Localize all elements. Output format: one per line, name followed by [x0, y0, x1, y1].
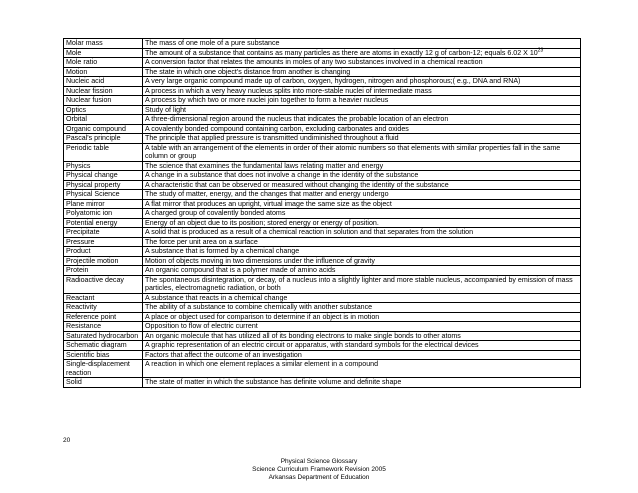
definition-text: A table with an arrangement of the elements in order of their atomic numbers so that elements with similar properties fall in the same column or group	[145, 143, 561, 160]
definition-cell	[143, 350, 581, 360]
glossary-body	[64, 39, 581, 388]
table-row	[64, 124, 581, 134]
term-cell: Projectile motion	[64, 256, 143, 266]
table-row	[64, 115, 581, 125]
term-cell: Reactivity	[64, 303, 143, 313]
term-cell: Plane mirror	[64, 199, 143, 209]
table-row	[64, 293, 581, 303]
definition-cell	[143, 266, 581, 276]
term-cell: Nuclear fission	[64, 86, 143, 96]
definition-cell	[143, 275, 581, 293]
definition-text: The science that examines the fundamental laws relating matter and energy	[145, 161, 384, 170]
table-row	[64, 378, 581, 388]
term-cell: Motion	[64, 67, 143, 77]
term-cell: Mole	[64, 48, 143, 58]
definition-cell	[143, 115, 581, 125]
term-cell: Optics	[64, 105, 143, 115]
table-row	[64, 105, 581, 115]
definition-cell	[143, 161, 581, 171]
definition-text: A very large organic compound made up of carbon, oxygen, hydrogen, nitrogen and phosphorous;( e.g., DNA and RNA)	[145, 77, 521, 85]
table-row	[64, 199, 581, 209]
definition-cell	[143, 322, 581, 332]
definition-cell	[143, 96, 581, 106]
definition-text: A change in a substance that does not involve a change in the identity of the substance	[145, 171, 419, 179]
table-row	[64, 322, 581, 332]
table-row	[64, 350, 581, 360]
term-cell: Physical Science	[64, 190, 143, 200]
term-cell: Radioactive decay	[64, 275, 143, 293]
term-cell: Single-displacement reaction	[64, 360, 143, 378]
table-row	[64, 266, 581, 276]
table-row	[64, 86, 581, 96]
definition-cell	[143, 105, 581, 115]
definition-text: A charged group of covalently bonded atoms	[145, 209, 286, 217]
definition-text: A covalently bonded compound containing carbon, excluding carbonates and oxides	[145, 124, 409, 133]
footer-title: Physical Science Glossary	[280, 458, 358, 465]
definition-text: A substance that is formed by a chemical change	[145, 247, 300, 255]
definition-text: A characteristic that can be observed or measured without changing the identity of the substance	[145, 180, 449, 189]
table-row	[64, 247, 581, 257]
definition-text: A process by which two or more nuclei join together to form a heavier nucleus	[145, 96, 389, 104]
table-row	[64, 143, 581, 161]
table-row	[64, 331, 581, 341]
definition-cell	[143, 199, 581, 209]
table-row	[64, 39, 581, 49]
table-row	[64, 96, 581, 106]
table-row	[64, 190, 581, 200]
term-cell: Pascal's principle	[64, 134, 143, 144]
definition-text: A three-dimensional region around the nucleus that indicates the probable location of an electron	[145, 115, 449, 123]
definition-text: Study of light	[145, 105, 187, 114]
definition-cell	[143, 218, 581, 228]
footer-framework: Science Curriculum Framework Revision 2005	[252, 466, 386, 473]
definition-cell	[143, 48, 581, 58]
definition-text: A solid that is produced as a result of a chemical reaction in solution and that separates from the solution	[145, 228, 474, 236]
definition-cell	[143, 303, 581, 313]
definition-cell	[143, 341, 581, 351]
definition-text: The principle that applied pressure is transmitted undiminished throughout a fluid	[145, 134, 399, 142]
definition-text: The spontaneous disintegration, or decay, of a nucleus into a slightly lighter and more stable nucleus, accompanied by emission of mass particles, electromagnetic radiation, or both	[145, 275, 573, 292]
definition-cell	[143, 256, 581, 266]
definition-text: Energy of an object due to its position; stored energy or energy of position.	[145, 218, 379, 227]
definition-cell	[143, 39, 581, 49]
definition-text: Factors that affect the outcome of an investigation	[145, 350, 302, 359]
term-cell: Scientific bias	[64, 350, 143, 360]
definition-cell	[143, 143, 581, 161]
table-row	[64, 237, 581, 247]
definition-text: An organic molecule that has utilized all of its bonding electrons to make single bonds to other atoms	[145, 331, 461, 340]
definition-cell	[143, 86, 581, 96]
term-cell: Orbital	[64, 115, 143, 125]
term-cell: Reactant	[64, 293, 143, 303]
definition-text: A place or object used for comparison to determine if an object is in motion	[145, 312, 380, 321]
definition-cell	[143, 124, 581, 134]
term-cell: Solid	[64, 378, 143, 388]
definition-cell	[143, 237, 581, 247]
term-cell: Physical change	[64, 171, 143, 181]
table-row	[64, 134, 581, 144]
glossary-table	[63, 38, 581, 388]
footer-department: Arkansas Department of Education	[268, 474, 370, 481]
definition-cell	[143, 209, 581, 219]
table-row	[64, 67, 581, 77]
definition-cell	[143, 77, 581, 87]
definition-cell	[143, 360, 581, 378]
table-row	[64, 180, 581, 190]
definition-text: Opposition to flow of electric current	[145, 322, 258, 330]
definition-text: The state of matter in which the substance has definite volume and definite shape	[145, 378, 402, 386]
definition-text: A flat mirror that produces an upright, virtual image the same size as the object	[145, 199, 392, 208]
term-cell: Molar mass	[64, 39, 143, 49]
term-cell: Schematic diagram	[64, 341, 143, 351]
definition-text: The mass of one mole of a pure substance	[145, 39, 280, 47]
definition-cell	[143, 58, 581, 68]
term-cell: Periodic table	[64, 143, 143, 161]
exponent: 23	[537, 47, 544, 54]
definition-text: A graphic representation of an electric circuit or apparatus, with standard symbols for the electrical devices	[145, 341, 479, 349]
term-cell: Precipitate	[64, 228, 143, 238]
term-cell: Saturated hydrocarbon	[64, 331, 143, 341]
definition-text: The state in which one object's distance from another is changing	[145, 67, 351, 76]
term-cell: Resistance	[64, 322, 143, 332]
table-row	[64, 256, 581, 266]
definition-cell	[143, 378, 581, 388]
term-cell: Nuclear fusion	[64, 96, 143, 106]
table-row	[64, 171, 581, 181]
term-cell: Mole ratio	[64, 58, 143, 68]
table-row	[64, 209, 581, 219]
table-row	[64, 303, 581, 313]
definition-cell	[143, 228, 581, 238]
definition-cell	[143, 312, 581, 322]
definition-cell	[143, 67, 581, 77]
page-number: 20	[63, 437, 71, 444]
table-row	[64, 341, 581, 351]
table-row	[64, 48, 581, 58]
definition-cell	[143, 247, 581, 257]
definition-text: A conversion factor that relates the amounts in moles of any two substances involved in a chemical reaction	[145, 58, 483, 66]
definition-text: The study of matter, energy, and the changes that matter and energy undergo	[145, 190, 389, 198]
definition-text: A reaction in which one element replaces a similar element in a compound	[145, 360, 379, 368]
table-row	[64, 312, 581, 322]
term-cell: Physics	[64, 161, 143, 171]
term-cell: Pressure	[64, 237, 143, 247]
term-cell: Physical property	[64, 180, 143, 190]
table-row	[64, 360, 581, 378]
definition-text: The force per unit area on a surface	[145, 237, 258, 246]
term-cell: Product	[64, 247, 143, 257]
term-cell: Organic compound	[64, 124, 143, 134]
definition-cell	[143, 171, 581, 181]
table-row	[64, 161, 581, 171]
table-row	[64, 275, 581, 293]
definition-cell	[143, 190, 581, 200]
table-row	[64, 77, 581, 87]
definition-text: The amount of a substance that contains as many particles as there are atoms in exactly 12 g of carbon-12; equals 6.02 X 10	[145, 48, 538, 57]
table-row	[64, 228, 581, 238]
table-row	[64, 218, 581, 228]
term-cell: Protein	[64, 266, 143, 276]
term-cell: Polyatomic ion	[64, 209, 143, 219]
definition-cell	[143, 293, 581, 303]
definition-text: An organic compound that is a polymer made of amino acids	[145, 266, 336, 274]
definition-text: The ability of a substance to combine chemically with another substance	[145, 303, 373, 311]
definition-text: A process in which a very heavy nucleus splits into more-stable nuclei of intermediate mass	[145, 86, 432, 95]
definition-cell	[143, 134, 581, 144]
term-cell: Potential energy	[64, 218, 143, 228]
definition-text: A substance that reacts in a chemical change	[145, 293, 288, 302]
definition-text: Motion of objects moving in two dimensions under the influence of gravity	[145, 256, 375, 265]
table-row	[64, 58, 581, 68]
term-cell: Reference point	[64, 312, 143, 322]
term-cell: Nucleic acid	[64, 77, 143, 87]
definition-cell	[143, 180, 581, 190]
definition-cell	[143, 331, 581, 341]
